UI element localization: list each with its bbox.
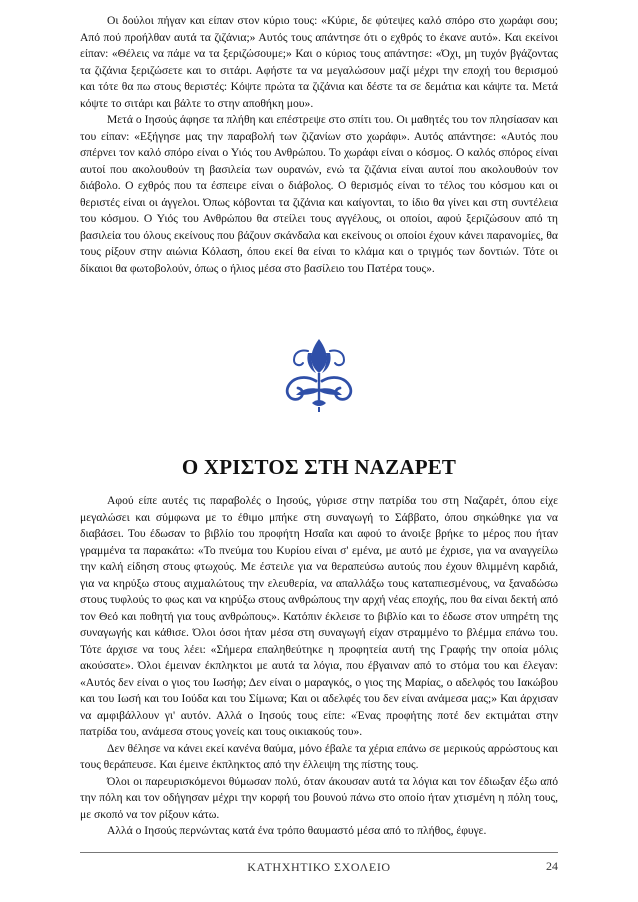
nazareth-text-section [80, 493, 558, 840]
paragraph: Αφού είπε αυτές τις παραβολές ο Ιησούς, γύρισε στην πατρίδα του στη Ναζαρέτ, όπου είχε μεγαλώσει και σύμφωνα με το έθιμο μπήκε στη συναγωγή το Σάββατο, όπου σηκώθηκε για να διαβάσει. Του έδωσαν το βιβλίο του προφήτη Ησαΐα και αφού το άνοιξε βρήκε το μέρος που ήταν γραμμένα τα παρακάτω: «Το πνεύμα του Κυρίου είναι σ' εμένα, με αυτό με έχρισε, για να αναγγείλω την καλή είδηση στους φτωχούς. Με έστειλε για να θεραπεύσω αυτούς που έχουν θλιμμένη καρδιά, για να κηρύξω στους αιχμαλώτους την ελευθερία, να απαλλάξω τους καταπιεσμένους, να ξαναδώσω στους τυφλούς το φως και να κηρύξω στους ανθρώπους την αρχή νέας εποχής, που θα είναι δεκτή από τον Θεό και ποθητή για τους ανθρώπους». Κατόπιν έκλεισε το βιβλίο και το έδωσε στον υπηρέτη της συναγωγής και κάθισε. Όλοι όσοι ήταν μέσα στη συναγωγή είχαν στραμμένο το βλέμμα επάνω του. Τότε άρχισε να τους λέει: «Σήμερα επαληθεύτηκε η προφητεία αυτή της Γραφής την οποία μόλις ακούσατε». Όλοι έμειναν έκπληκτοι με αυτά τα λόγια, που έβγαιναν από το στόμα του και έλεγαν: «Αυτός δεν είναι ο γιος του Ιωσήφ; Δεν είναι ο μαραγκός, ο γιος της Μαρίας, ο αδελφός του Ιακώβου και του Ιωσή και του Ιούδα και του Σίμωνα; Και οι αδελφές του δεν είναι ανάμεσα μας;» Και άρχισαν να αμφιβάλλουν γι' αυτόν. Αλλά ο Ιησούς τους είπε: «Ένας προφήτης ποτέ δεν εκτιμάται στην πατρίδα του, ανάμεσα στους γονείς και τους οικιακούς του». [80, 494, 558, 738]
footer-label: ΚΑΤΗΧΗΤΙΚΟ ΣΧΟΛΕΙΟ [247, 860, 391, 874]
paragraph: Όλοι οι παρευρισκόμενοι θύμωσαν πολύ, όταν άκουσαν αυτά τα λόγια και τον έδιωξαν έξω από την πόλη και τον οδήγησαν μέχρι την κορφή του βουνού πάνω στο οποίο ήταν χτισμένη η πόλη τους, με σκοπό να τον ρίξουν κάτω. [80, 774, 558, 821]
blue-tulip-flourish-icon [272, 325, 366, 413]
parable-text-section [80, 13, 558, 277]
footer-divider [80, 852, 558, 853]
paragraph: Μετά ο Ιησούς άφησε τα πλήθη και επέστρεψε στο σπίτι του. Οι μαθητές του τον πλησίασαν και του είπαν: «Εξήγησε μας την παραβολή των ζιζανίων στο χωράφι». Αυτός απάντησε: «Αυτός που σπέρνει τον καλό σπόρο είναι ο Υιός του Ανθρώπου. Το χωράφι είναι ο κόσμος. Ο καλός σπόρος είναι αυτοί που ακολουθούν τη βασιλεία των ουρανών, ενώ τα ζιζάνια είναι αυτοί που ακολουθούν τον διάβολο. Ο εχθρός που τα έσπειρε είναι ο διάβολος. Ο θερισμός είναι το τέλος του κόσμου και οι θεριστές είναι οι άγγελοι. Όπως κόβονται τα ζιζάνια και καίγονται, το ίδιο θα γίνει και στη συντέλεια του κόσμου. Ο Υιός του Ανθρώπου θα στείλει τους αγγέλους, οι οποίοι, αφού ξεριζώσουν από τη βασιλεία του όλους εκείνους που βάζουν σκάνδαλα και εκείνους οι οποίοι έχουν κάνει παρανομίες, θα τους ρίξουν στην αιώνια Κόλαση, όπου εκεί θα είναι το κλάμα και ο τριγμός των δοντιών. Τότε οι δίκαιοι θα φωτοβολούν, όπως ο ήλιος μέσα στο βασίλειο του Πατέρα τους». [80, 113, 558, 275]
paragraph: Δεν θέλησε να κάνει εκεί κανένα θαύμα, μόνο έβαλε τα χέρια επάνω σε μερικούς αρρώστους και τους θεράπευσε. Και έμεινε έκπληκτος από την έλλειψη της πίστης τους. [80, 741, 558, 771]
paragraph: Αλλά ο Ιησούς περνώντας κατά ένα τρόπο θαυμαστό μέσα από το πλήθος, έφυγε. [107, 824, 487, 837]
page-number: 24 [546, 859, 558, 873]
paragraph: Οι δούλοι πήγαν και είπαν στον κύριο τους: «Κύριε, δε φύτεψες καλό σπόρο στο χωράφι σου; Από πού προήλθαν αυτά τα ζιζάνια;» Αυτός τους απάντησε ότι ο εχθρός το έκανε αυτό». Και εκείνοι είπαν: «Θέλεις να πάμε να τα ξεριζώσουμε;» Και ο κύριος τους απάντησε: «Όχι, μη τυχόν βγάζοντας τα ζιζάνια ξεριζώσετε και το σιτάρι. Αφήστε τα να μεγαλώσουν μαζί μέχρι την εποχή του θερισμού και τότε θα πω στους θεριστές: Κόψτε πρώτα τα ζιζάνια και δέστε τα σε δεμάτια και κάψτε τα. Μετά κόψτε το σιτάρι και βάλτε το στην αποθήκη μου». [80, 14, 558, 110]
section-title: Ο ΧΡΙΣΤΟΣ ΣΤΗ ΝΑΖΑΡΕΤ [181, 455, 457, 479]
